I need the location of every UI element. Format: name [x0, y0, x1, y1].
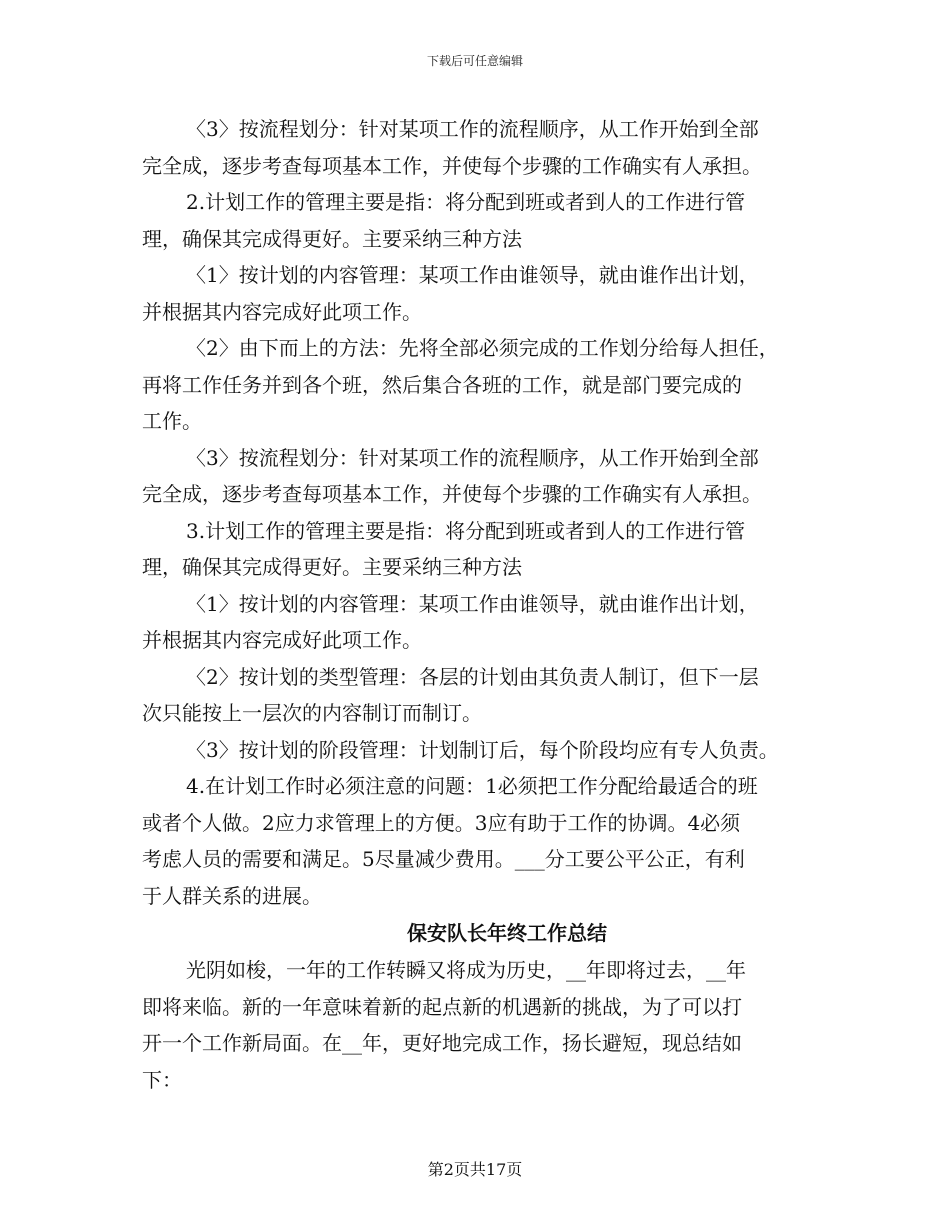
document-body — [142, 111, 812, 1098]
text-line: 考虑人员的需要和满足。5尽量减少费用。___分工要公平公正，有利 — [142, 847, 745, 871]
text-line: 下： — [142, 1067, 182, 1092]
page-footer: 第2页共17页 — [427, 1160, 523, 1179]
text-line: 〈2〉按计划的类型管理：各层的计划由其负责人制订，但下一层 — [186, 664, 759, 689]
text-line: 或者个人做。2应力求管理上的方便。3应有助于工作的协调。4必须 — [142, 810, 741, 835]
text-line: 2.计划工作的管理主要是指：将分配到班或者到人的工作进行管 — [186, 190, 746, 214]
text-line: 〈1〉按计划的内容管理：某项工作由谁领导，就由谁作出计划， — [186, 263, 759, 287]
section-title: 保安队长年终工作总结 — [407, 921, 607, 945]
page-header: 下载后可任意编辑 — [426, 54, 523, 68]
text-line: 理，确保其完成得更好。主要采纳三种方法 — [142, 555, 522, 579]
text-line: 4.在计划工作时必须注意的问题：1必须把工作分配给最适合的班 — [186, 774, 758, 798]
text-line: 开一个工作新局面。在__年，更好地完成工作，扬长避短，现总结如 — [142, 1031, 742, 1055]
text-line: 〈3〉按流程划分：针对某项工作的流程顺序，从工作开始到全部 — [186, 445, 759, 470]
text-line: 于人群关系的进展。 — [142, 883, 322, 908]
text-line: 理，确保其完成得更好。主要采纳三种方法 — [142, 226, 522, 251]
text-line: 次只能按上一层次的内容制订而制订。 — [142, 701, 482, 725]
text-line: 完全成，逐步考查每项基本工作，并使每个步骤的工作确实有人承担。 — [142, 482, 762, 506]
text-line: 〈1〉按计划的内容管理：某项工作由谁领导，就由谁作出计划， — [186, 591, 759, 616]
text-line: 〈2〉由下而上的方法：先将全部必须完成的工作划分给每人担任， — [186, 336, 779, 360]
text-line: 〈3〉按计划的阶段管理：计划制订后，每个阶段均应有专人负责。 — [186, 737, 779, 762]
text-line: 工作。 — [142, 409, 202, 433]
text-line: 并根据其内容完成好此项工作。 — [142, 299, 422, 324]
text-line: 〈3〉按流程划分：针对某项工作的流程顺序，从工作开始到全部 — [186, 117, 759, 141]
text-line: 3.计划工作的管理主要是指：将分配到班或者到人的工作进行管 — [186, 518, 746, 543]
text-line: 完全成，逐步考查每项基本工作，并使每个步骤的工作确实有人承担。 — [142, 153, 762, 178]
text-line: 光阴如梭，一年的工作转瞬又将成为历史，__年即将过去，__年 — [186, 958, 746, 982]
text-line: 再将工作任务并到各个班，然后集合各班的工作，就是部门要完成的 — [142, 372, 742, 397]
text-line: 并根据其内容完成好此项工作。 — [142, 628, 422, 652]
text-line: 即将来临。新的一年意味着新的起点新的机遇新的挑战，为了可以打 — [142, 994, 742, 1019]
